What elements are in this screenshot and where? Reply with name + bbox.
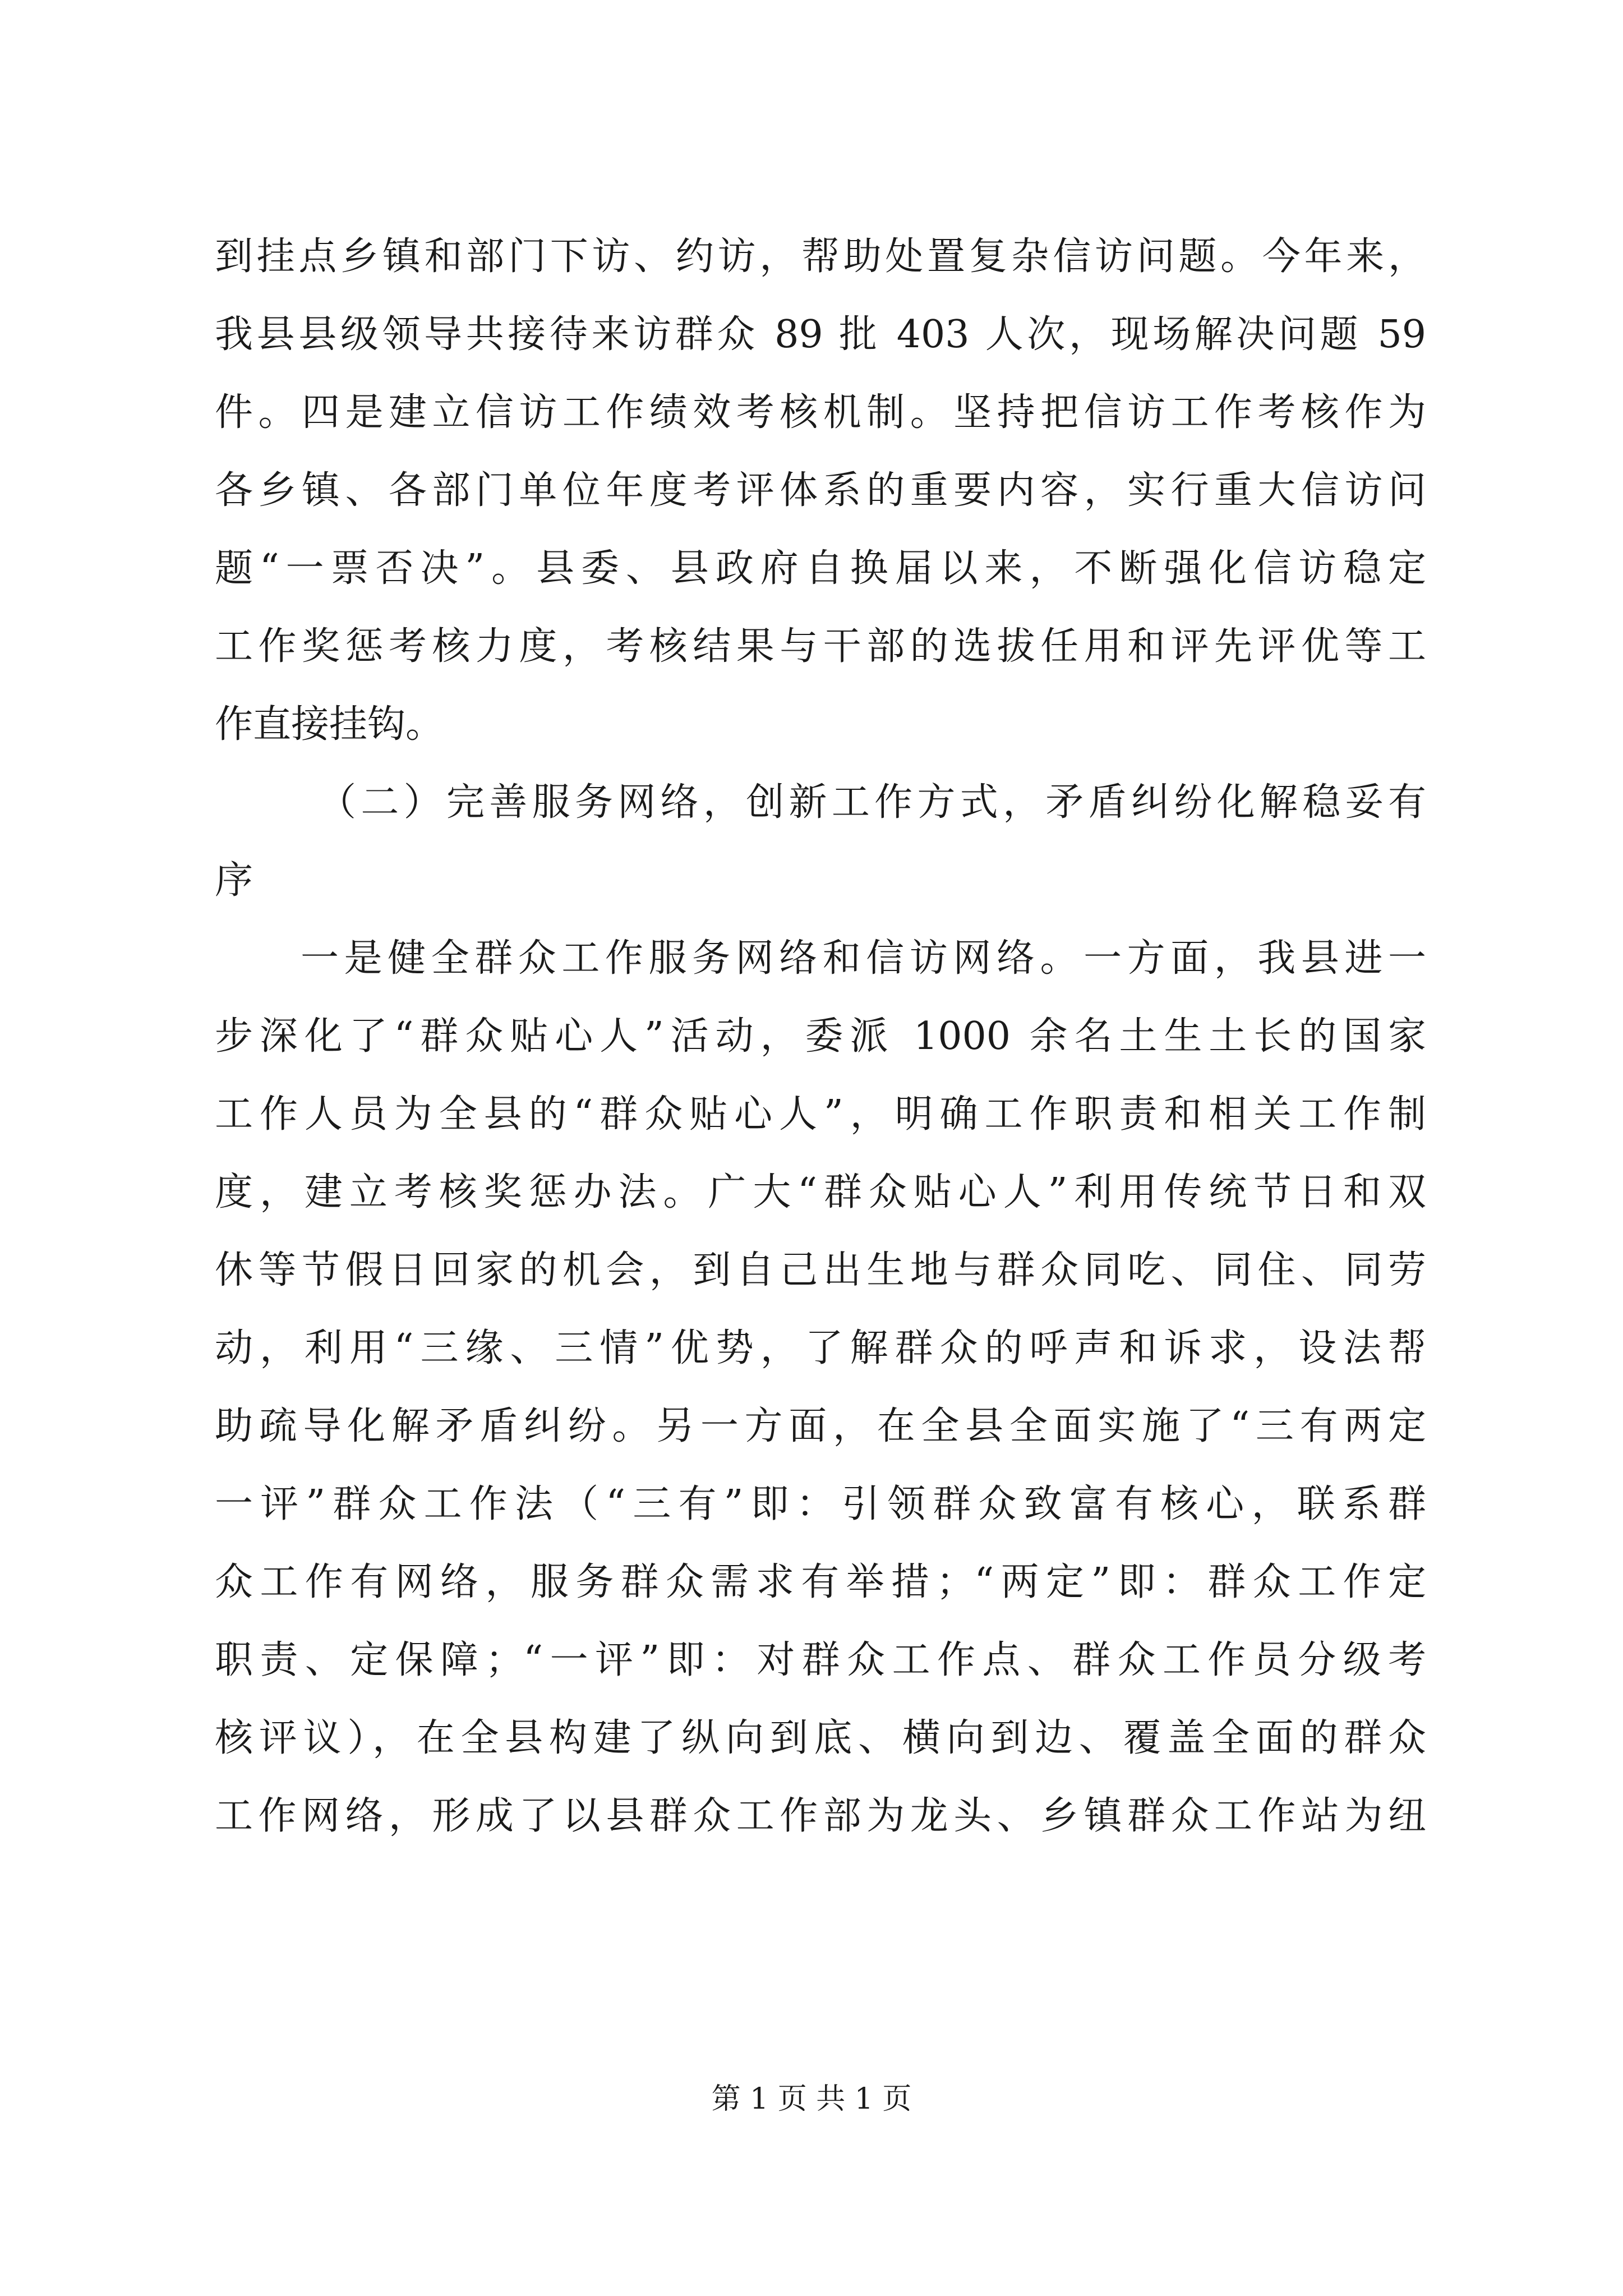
text-line: 工作网络，形成了以县群众工作部为龙头、乡镇群众工作站为纽: [215, 1794, 1426, 1838]
page-number-footer: 第 1 页 共 1 页: [711, 2082, 912, 2116]
text-line: 我县县级领导共接待来访群众 89 批 403 人次，现场解决问题 59: [215, 312, 1426, 357]
text-line: 助疏导化解矛盾纠纷。另一方面，在全县全面实施了“三有两定: [215, 1404, 1427, 1448]
text-line: 件。四是建立信访工作绩效考核机制。坚持把信访工作考核作为: [215, 390, 1426, 435]
text-line: 休等节假日回家的机会，到自己出生地与群众同吃、同住、同劳: [215, 1248, 1426, 1292]
document-body: [215, 218, 1426, 1855]
text-line: 步深化了“群众贴心人”活动，委派 1000 余名土生土长的国家: [215, 1014, 1426, 1059]
text-line: 职责、定保障；“一评”即：对群众工作点、群众工作员分级考: [215, 1638, 1426, 1682]
text-line: 各乡镇、各部门单位年度考评体系的重要内容，实行重大信访问: [215, 468, 1426, 513]
text-line: 到挂点乡镇和部门下访、约访，帮助处置复杂信访问题。今年来，: [215, 234, 1426, 279]
text-line: 一评”群众工作法（“三有”即：引领群众致富有核心，联系群: [215, 1482, 1426, 1526]
text-line: 度，建立考核奖惩办法。广大“群众贴心人”利用传统节日和双: [215, 1170, 1426, 1214]
text-line: 核评议），在全县构建了纵向到底、横向到边、覆盖全面的群众: [215, 1716, 1426, 1760]
text-line: 作直接挂钩。: [215, 702, 444, 747]
text-line: 题“一票否决”。县委、县政府自换届以来，不断强化信访稳定: [215, 546, 1426, 591]
section-heading-line: （二）完善服务网络，创新工作方式，矛盾纠纷化解稳妥有: [318, 780, 1426, 825]
text-line: 动，利用“三缘、三情”优势，了解群众的呼声和诉求，设法帮: [215, 1326, 1426, 1370]
text-line: 众工作有网络，服务群众需求有举措；“两定”即：群众工作定: [215, 1560, 1426, 1604]
text-line: 工作奖惩考核力度，考核结果与干部的选拔任用和评先评优等工: [215, 624, 1426, 669]
text-line: 工作人员为全县的“群众贴心人”，明确工作职责和相关工作制: [215, 1092, 1426, 1137]
section-heading-line: 序: [215, 858, 253, 903]
text-line: 一是健全群众工作服务网络和信访网络。一方面，我县进一: [301, 936, 1426, 981]
